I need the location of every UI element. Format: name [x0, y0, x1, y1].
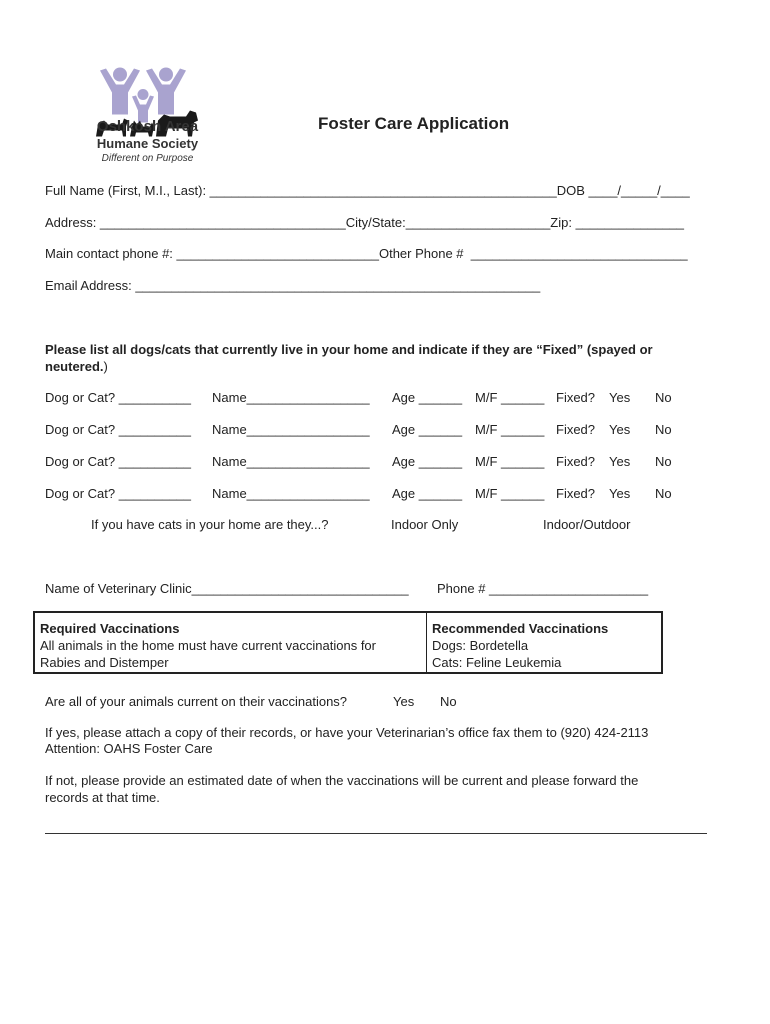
pet-fixed-label: Fixed? [556, 390, 596, 405]
phone-field[interactable]: Main contact phone #: ____________________________Other Phone # ______________________________ [45, 246, 688, 261]
pet-age-field[interactable]: Age ______ [392, 486, 463, 501]
if-yes-line2: Attention: OAHS Foster Care [45, 741, 213, 756]
required-vaccinations-cell [35, 613, 427, 672]
cats-question: If you have cats in your home are they...? [91, 517, 329, 532]
recommended-vaccinations-line2: Cats: Feline Leukemia [432, 655, 562, 670]
if-not-line2: records at that time. [45, 790, 160, 805]
pets-instruction-line1: Please list all dogs/cats that currently live in your home and indicate if they are “Fixed” (spayed or [45, 342, 653, 357]
pet-name-field[interactable]: Name_________________ [212, 422, 370, 437]
people-figures-icon [100, 68, 186, 123]
org-name-line2: Humane Society [96, 136, 199, 151]
pet-sex-field[interactable]: M/F ______ [475, 454, 545, 469]
vet-phone-field[interactable]: Phone # ______________________ [437, 581, 649, 596]
pets-instruction-bold: neutered. [45, 359, 104, 374]
vaccination-current-yes[interactable]: Yes [393, 694, 415, 709]
indoor-outdoor-option[interactable]: Indoor/Outdoor [543, 517, 631, 532]
pets-instruction-end: ) [103, 359, 108, 374]
required-vaccinations-line1: All animals in the home must have current vaccinations for [40, 638, 376, 653]
pet-fixed-no[interactable]: No [655, 390, 672, 405]
page-title: Foster Care Application [318, 114, 510, 133]
pet-type-field[interactable]: Dog or Cat? __________ [45, 390, 192, 405]
pet-fixed-no[interactable]: No [655, 486, 672, 501]
pet-type-field[interactable]: Dog or Cat? __________ [45, 454, 192, 469]
pet-name-field[interactable]: Name_________________ [212, 486, 370, 501]
pet-fixed-yes[interactable]: Yes [609, 454, 631, 469]
pet-fixed-no[interactable]: No [655, 454, 672, 469]
if-not-line1: If not, please provide an estimated date of when the vaccinations will be current and please forward the [45, 773, 639, 788]
vaccinations-table [33, 611, 663, 674]
pet-fixed-label: Fixed? [556, 454, 596, 469]
email-field[interactable]: Email Address: ________________________________________________________ [45, 278, 541, 293]
pet-sex-field[interactable]: M/F ______ [475, 486, 545, 501]
pet-type-field[interactable]: Dog or Cat? __________ [45, 422, 192, 437]
required-vaccinations-title: Required Vaccinations [40, 621, 180, 636]
pet-age-field[interactable]: Age ______ [392, 454, 463, 469]
pet-fixed-yes[interactable]: Yes [609, 486, 631, 501]
pet-age-field[interactable]: Age ______ [392, 422, 463, 437]
pets-instruction-line2 [45, 359, 108, 374]
address-field[interactable]: Address: __________________________________City/State:____________________Zip: _______________ [45, 215, 685, 230]
vaccination-current-no[interactable]: No [440, 694, 457, 709]
required-vaccinations-line2: Rabies and Distemper [40, 655, 169, 670]
vaccination-current-question: Are all of your animals current on their vaccinations? [45, 694, 348, 709]
full-name-field[interactable]: Full Name (First, M.I., Last): ________________________________________________DOB ____/_____/____ [45, 183, 690, 198]
vaccination-date-line[interactable] [45, 833, 707, 834]
pet-name-field[interactable]: Name_________________ [212, 390, 370, 405]
pet-type-field[interactable]: Dog or Cat? __________ [45, 486, 192, 501]
pet-sex-field[interactable]: M/F ______ [475, 390, 545, 405]
pet-fixed-label: Fixed? [556, 486, 596, 501]
vet-clinic-field[interactable]: Name of Veterinary Clinic______________________________ [45, 581, 409, 596]
org-tagline: Different on Purpose [101, 153, 194, 164]
recommended-vaccinations-line1: Dogs: Bordetella [432, 638, 529, 653]
recommended-vaccinations-title: Recommended Vaccinations [432, 621, 609, 636]
if-yes-line1: If yes, please attach a copy of their records, or have your Veterinarian’s office fax them to (920) 424-2113 [45, 725, 649, 740]
pet-sex-field[interactable]: M/F ______ [475, 422, 545, 437]
pet-fixed-label: Fixed? [556, 422, 596, 437]
pet-fixed-no[interactable]: No [655, 422, 672, 437]
pet-fixed-yes[interactable]: Yes [609, 390, 631, 405]
pet-age-field[interactable]: Age ______ [392, 390, 463, 405]
recommended-vaccinations-cell [427, 613, 661, 672]
org-name-line1: Oshkosh Area [96, 118, 199, 135]
pet-fixed-yes[interactable]: Yes [609, 422, 631, 437]
pet-name-field[interactable]: Name_________________ [212, 454, 370, 469]
indoor-only-option[interactable]: Indoor Only [391, 517, 459, 532]
